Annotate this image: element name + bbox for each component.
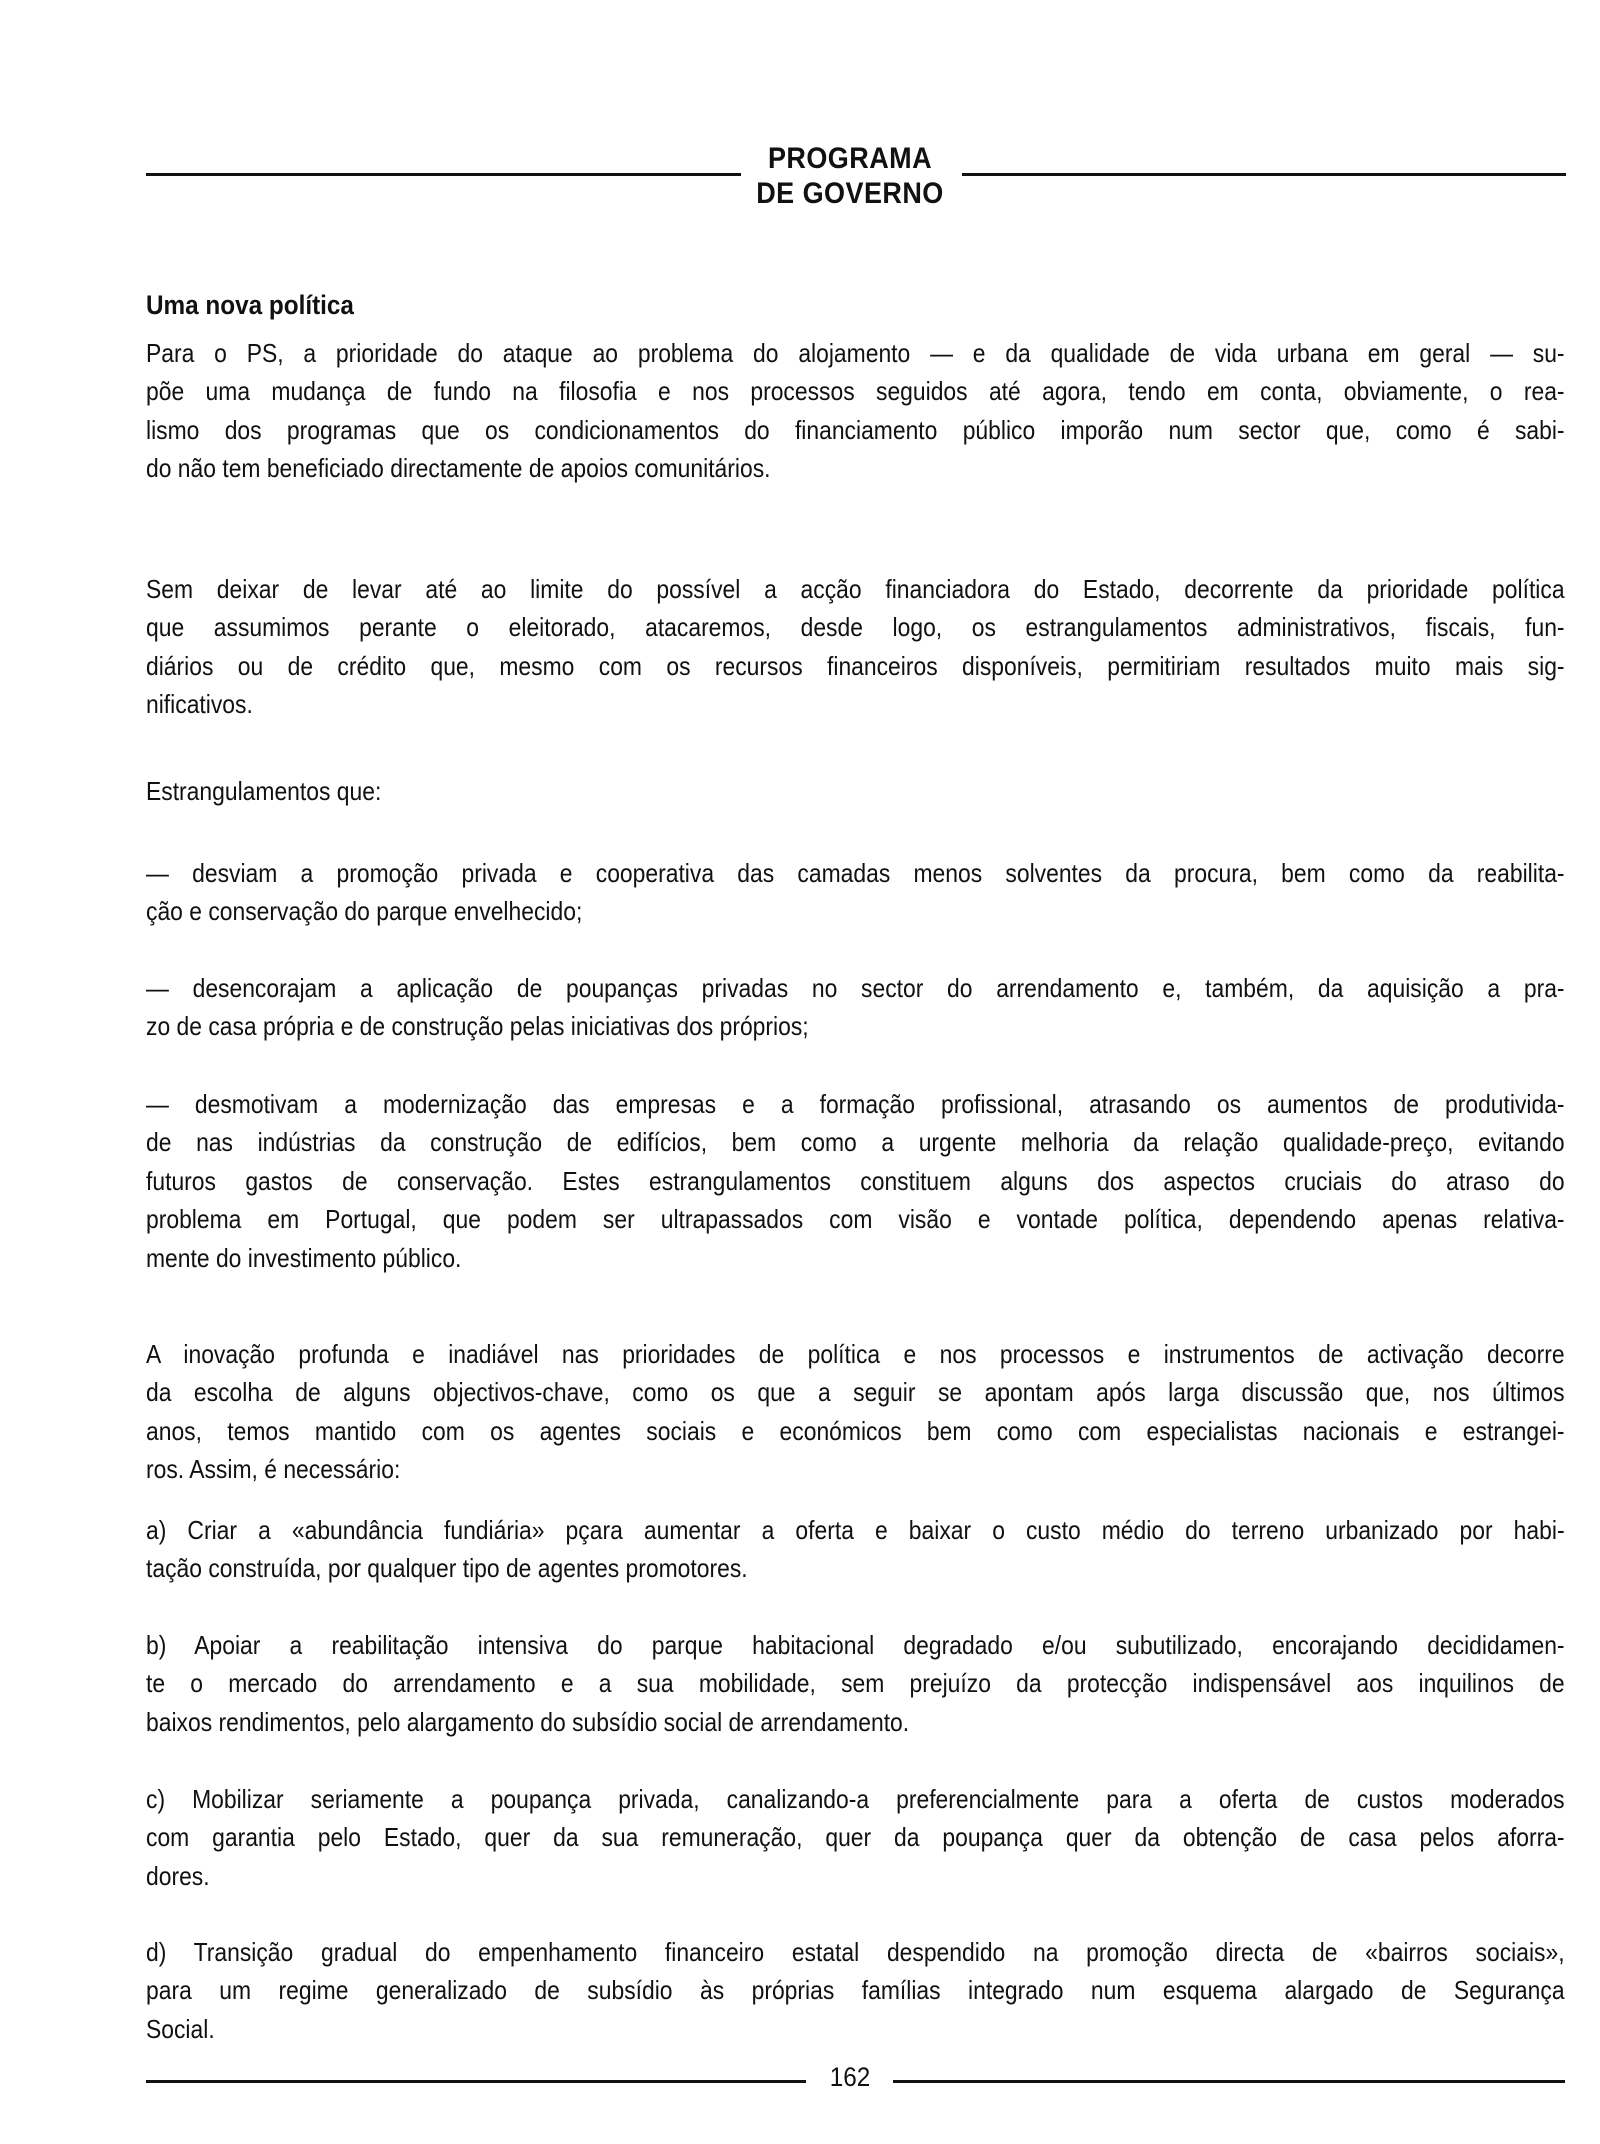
text-line: ros. Assim, é necessário: [146, 1454, 401, 1485]
text-line: anos, temos mantido com os agentes sociais e económicos bem como com especialistas nacionais e estrangei- [146, 1415, 1565, 1446]
text-line: te o mercado do arrendamento e a sua mobilidade, sem prejuízo da protecção indispensável aos inquilinos de [146, 1668, 1565, 1699]
paragraph [146, 969, 1565, 1046]
text-line: do não tem beneficiado directamente de apoios comunitários. [146, 453, 771, 484]
text-line: Sem deixar de levar até ao limite do possível a acção financiadora do Estado, decorrente da prioridade política [146, 574, 1565, 604]
text-line: Social. [146, 2013, 215, 2044]
text-line: tação construída, por qualquer tipo de agentes promotores. [146, 1553, 748, 1584]
running-header-line1: PROGRAMA [767, 142, 933, 175]
text-line: d) Transição gradual do empenhamento financeiro estatal despendido na promoção directa de «bairros sociais», [146, 1937, 1565, 1967]
text-line: c) Mobilizar seriamente a poupança privada, canalizando-a preferencialmente para a oferta de custos moderados [146, 1784, 1565, 1814]
text-line: — desmotivam a modernização das empresas e a formação profissional, atrasando os aumentos de produtivida- [146, 1089, 1565, 1119]
paragraph [146, 1511, 1565, 1588]
text-line: A inovação profunda e inadiável nas prioridades de política e nos processos e instrumentos de activação decorre [146, 1339, 1565, 1369]
paragraph [146, 1335, 1565, 1489]
text-line: põe uma mudança de fundo na filosofia e nos processos seguidos até agora, tendo em conta, obviamente, o rea- [146, 376, 1565, 407]
text-line: a) Criar a «abundância fundiária» pçara aumentar a oferta e baixar o custo médio do terreno urbanizado por habi- [146, 1515, 1565, 1545]
header-rule-right [962, 173, 1566, 176]
text-line: dores. [146, 1860, 210, 1891]
paragraph [146, 1085, 1565, 1277]
text-line: de nas indústrias da construção de edifícios, bem como a urgente melhoria da relação qualidade-preço, evitando [146, 1127, 1565, 1158]
text-line: b) Apoiar a reabilitação intensiva do parque habitacional degradado e/ou subutilizado, encorajando decididamen- [146, 1630, 1565, 1660]
page-number: 162 [829, 2062, 871, 2092]
text-line: lismo dos programas que os condicionamentos do financiamento público imporão num sector que, como é sabi- [146, 414, 1565, 445]
paragraph [146, 334, 1565, 488]
section-title: Uma nova política [146, 290, 354, 320]
text-line: ção e conservação do parque envelhecido; [146, 896, 583, 927]
header-rule-left [146, 173, 741, 176]
paragraph [146, 1626, 1565, 1741]
text-line: — desviam a promoção privada e cooperativa das camadas menos solventes da procura, bem como da reabilita- [146, 858, 1565, 888]
text-line: Estrangulamentos que: [146, 776, 382, 806]
text-line: da escolha de alguns objectivos-chave, como os que a seguir se apontam após larga discussão que, nos últimos [146, 1377, 1565, 1408]
running-header-line2: DE GOVERNO [756, 177, 944, 210]
text-line: problema em Portugal, que podem ser ultrapassados com visão e vontade política, dependendo apenas relativa- [146, 1204, 1565, 1235]
paragraph [146, 772, 1565, 810]
text-line: zo de casa própria e de construção pelas iniciativas dos próprios; [146, 1011, 809, 1042]
text-line: nificativos. [146, 689, 253, 720]
text-line: Para o PS, a prioridade do ataque ao problema do alojamento — e da qualidade de vida urbana em geral — su- [146, 338, 1565, 368]
footer-rule-left [146, 2080, 806, 2083]
paragraph [146, 570, 1565, 724]
text-line: diários ou de crédito que, mesmo com os recursos financeiros disponíveis, permitiriam resultados muito mais sig- [146, 650, 1565, 681]
paragraph [146, 854, 1565, 931]
text-line: — desencorajam a aplicação de poupanças privadas no sector do arrendamento e, também, da aquisição a pra- [146, 973, 1565, 1003]
text-line: que assumimos perante o eleitorado, atacaremos, desde logo, os estrangulamentos administrativos, fiscais, fun- [146, 612, 1565, 643]
footer-rule-right [893, 2080, 1565, 2083]
paragraph [146, 1933, 1565, 2048]
text-line: mente do investimento público. [146, 1242, 462, 1273]
text-line: para um regime generalizado de subsídio às próprias famílias integrado num esquema alargado de Segurança [146, 1975, 1565, 2006]
text-line: com garantia pelo Estado, quer da sua remuneração, quer da poupança quer da obtenção de casa pelos aforra- [146, 1822, 1565, 1853]
text-line: futuros gastos de conservação. Estes estrangulamentos constituem alguns dos aspectos cruciais do atraso do [146, 1165, 1565, 1196]
text-line: baixos rendimentos, pelo alargamento do subsídio social de arrendamento. [146, 1706, 910, 1737]
paragraph [146, 1780, 1565, 1895]
